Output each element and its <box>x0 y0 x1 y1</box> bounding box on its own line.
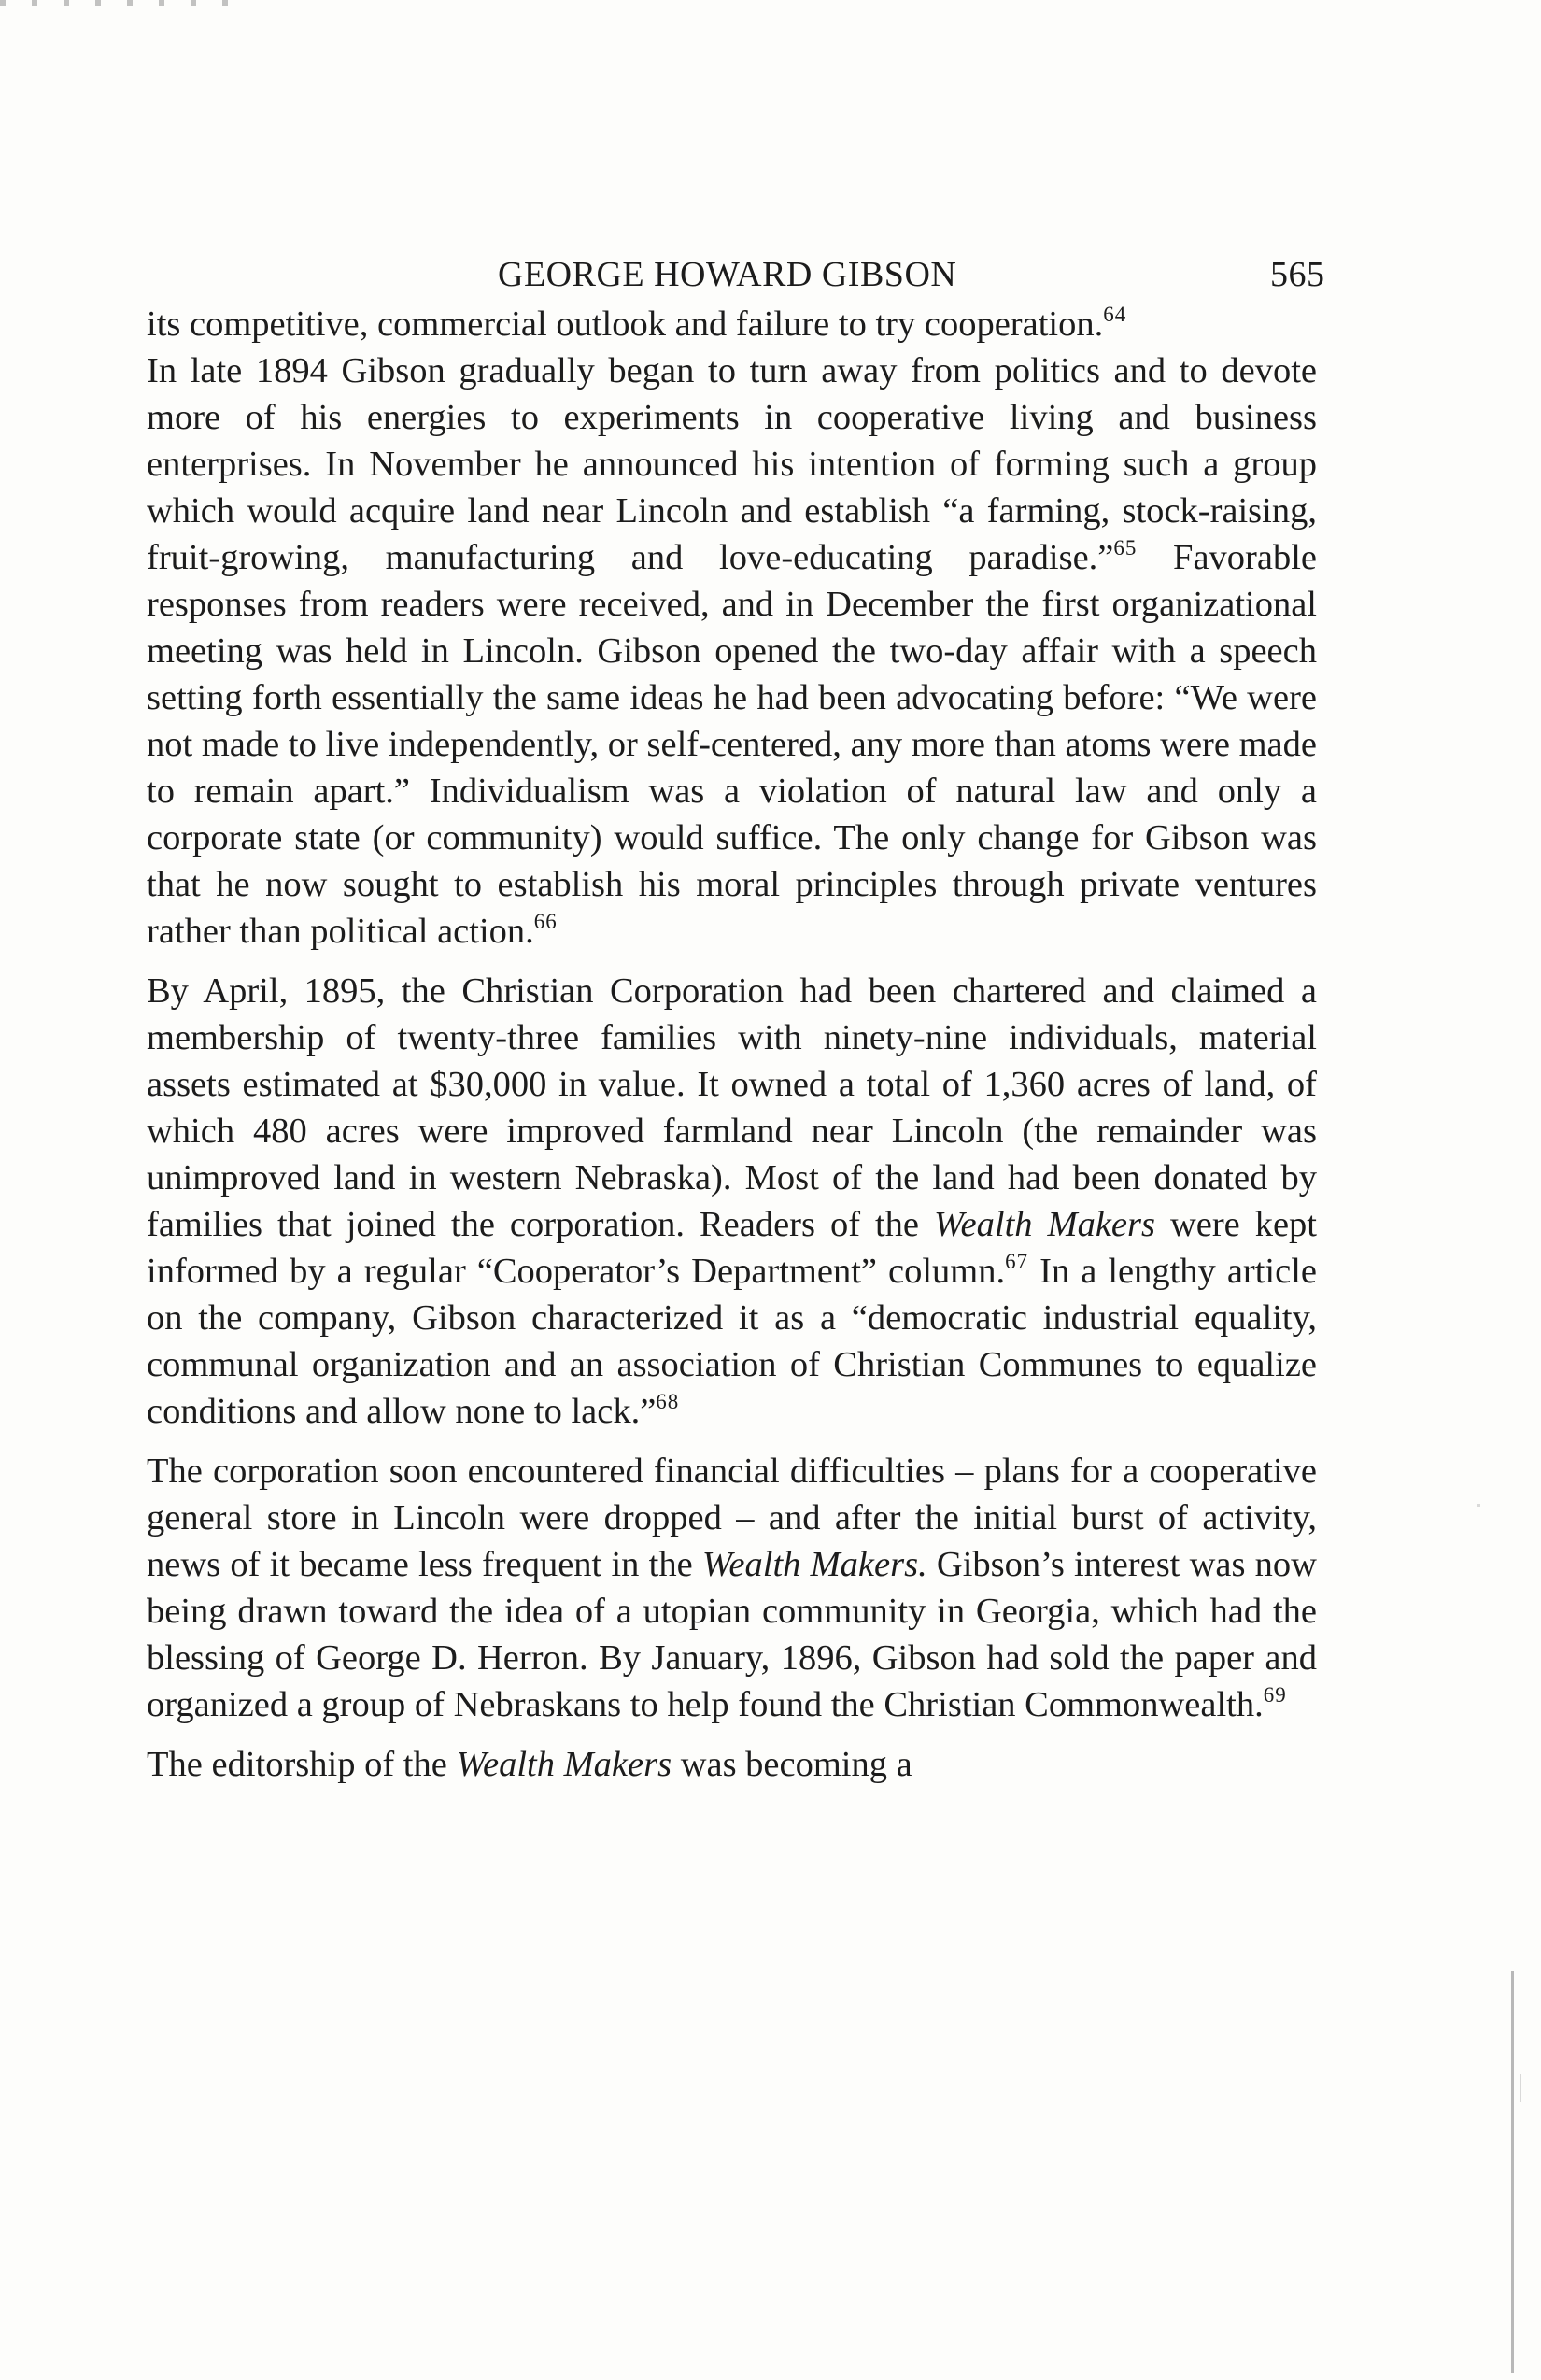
paragraph-3-text-b: were kept informed by a regular “Cooperator’s Department” column. <box>147 1205 1318 1291</box>
paragraph-5-text-b: was becoming a <box>672 1745 912 1784</box>
footnote-ref-65: 65 <box>1113 536 1138 560</box>
scan-artifact-top <box>0 0 243 6</box>
footnote-ref-64: 64 <box>1103 303 1127 326</box>
paragraph-3 <box>147 968 1317 1435</box>
paragraph-4 <box>147 1448 1317 1728</box>
paragraph-1-text: its competitive, commercial outlook and failure to try cooperation. <box>147 305 1104 344</box>
paragraph-1 <box>147 301 1317 347</box>
paragraph-4-text-a: The corporation soon encountered financial difficulties – plans for a cooperative general store in Lincoln were dropped – and after the initial burst of activity, news of it became less frequent in the <box>147 1452 1317 1584</box>
publication-title: Wealth Makers <box>456 1745 672 1784</box>
footnote-ref-66: 66 <box>533 910 558 933</box>
footnote-ref-68: 68 <box>656 1390 680 1413</box>
paragraph-5-text-a: The editorship of the <box>147 1745 457 1784</box>
scan-artifact-edge-line <box>1511 1971 1514 2373</box>
paragraph-5 <box>147 1741 1317 1788</box>
body-text <box>147 301 1317 1788</box>
publication-title: Wealth Makers. <box>701 1545 927 1584</box>
running-title: GEORGE HOWARD GIBSON <box>498 255 957 294</box>
paragraph-2 <box>147 347 1317 955</box>
page-number: 565 <box>1270 255 1325 294</box>
scan-artifact-edge-tick <box>1520 2074 1521 2102</box>
publication-title: Wealth Makers <box>934 1205 1155 1244</box>
footnote-ref-69: 69 <box>1263 1683 1287 1707</box>
paragraph-4-text-b: Gibson’s interest was now being drawn toward the idea of a utopian community in Georgia, which had the blessing of George D. Herron. By January, 1896, Gibson had sold the paper and organized a group of Nebraskans to help found the Christian Commonwealth. <box>147 1545 1317 1724</box>
scan-artifact-dot <box>1477 1504 1480 1507</box>
paragraph-3-text-a: By April, 1895, the Christian Corporation had been chartered and claimed a membership of twenty-three families with ninety-nine individuals, material assets estimated at $30,000 in value. It owned a total of 1,360 acres of land, of which 480 acres were improved farmland near Lincoln (the remainder was unimproved land in western Nebraska). Most of the land had been donated by families that joined the corporation. Readers of the <box>147 971 1317 1244</box>
paragraph-3-text-c: In a lengthy article on the company, Gibson characterized it as a “democratic industrial equality, communal organization and an association of Christian Communes to equalize conditions and allow none to lack.” <box>147 1252 1317 1431</box>
paragraph-2-text-b: Favorable responses from readers were received, and in December the first organizational meeting was held in Lincoln. Gibson opened the two-day affair with a speech setting forth essentially the same ideas he had been advocating before: “We were not made to live independently, or self-centered, any more than atoms were made to remain apart.” Individualism was a violation of natural law and only a corporate state (or community) would suffice. The only change for Gibson was that he now sought to establish his moral principles through private ventures rather than political action. <box>147 538 1317 951</box>
paragraph-2-text-a: In late 1894 Gibson gradually began to turn away from politics and to devote more of his energies to experiments in cooperative living and business enterprises. In November he announced his intention of forming such a group which would acquire land near Lincoln and establish “a farming, stock-raising, fruit-growing, manufacturing and love-educating paradise.” <box>147 351 1317 577</box>
footnote-ref-67: 67 <box>1005 1250 1029 1273</box>
running-head <box>0 254 1541 301</box>
